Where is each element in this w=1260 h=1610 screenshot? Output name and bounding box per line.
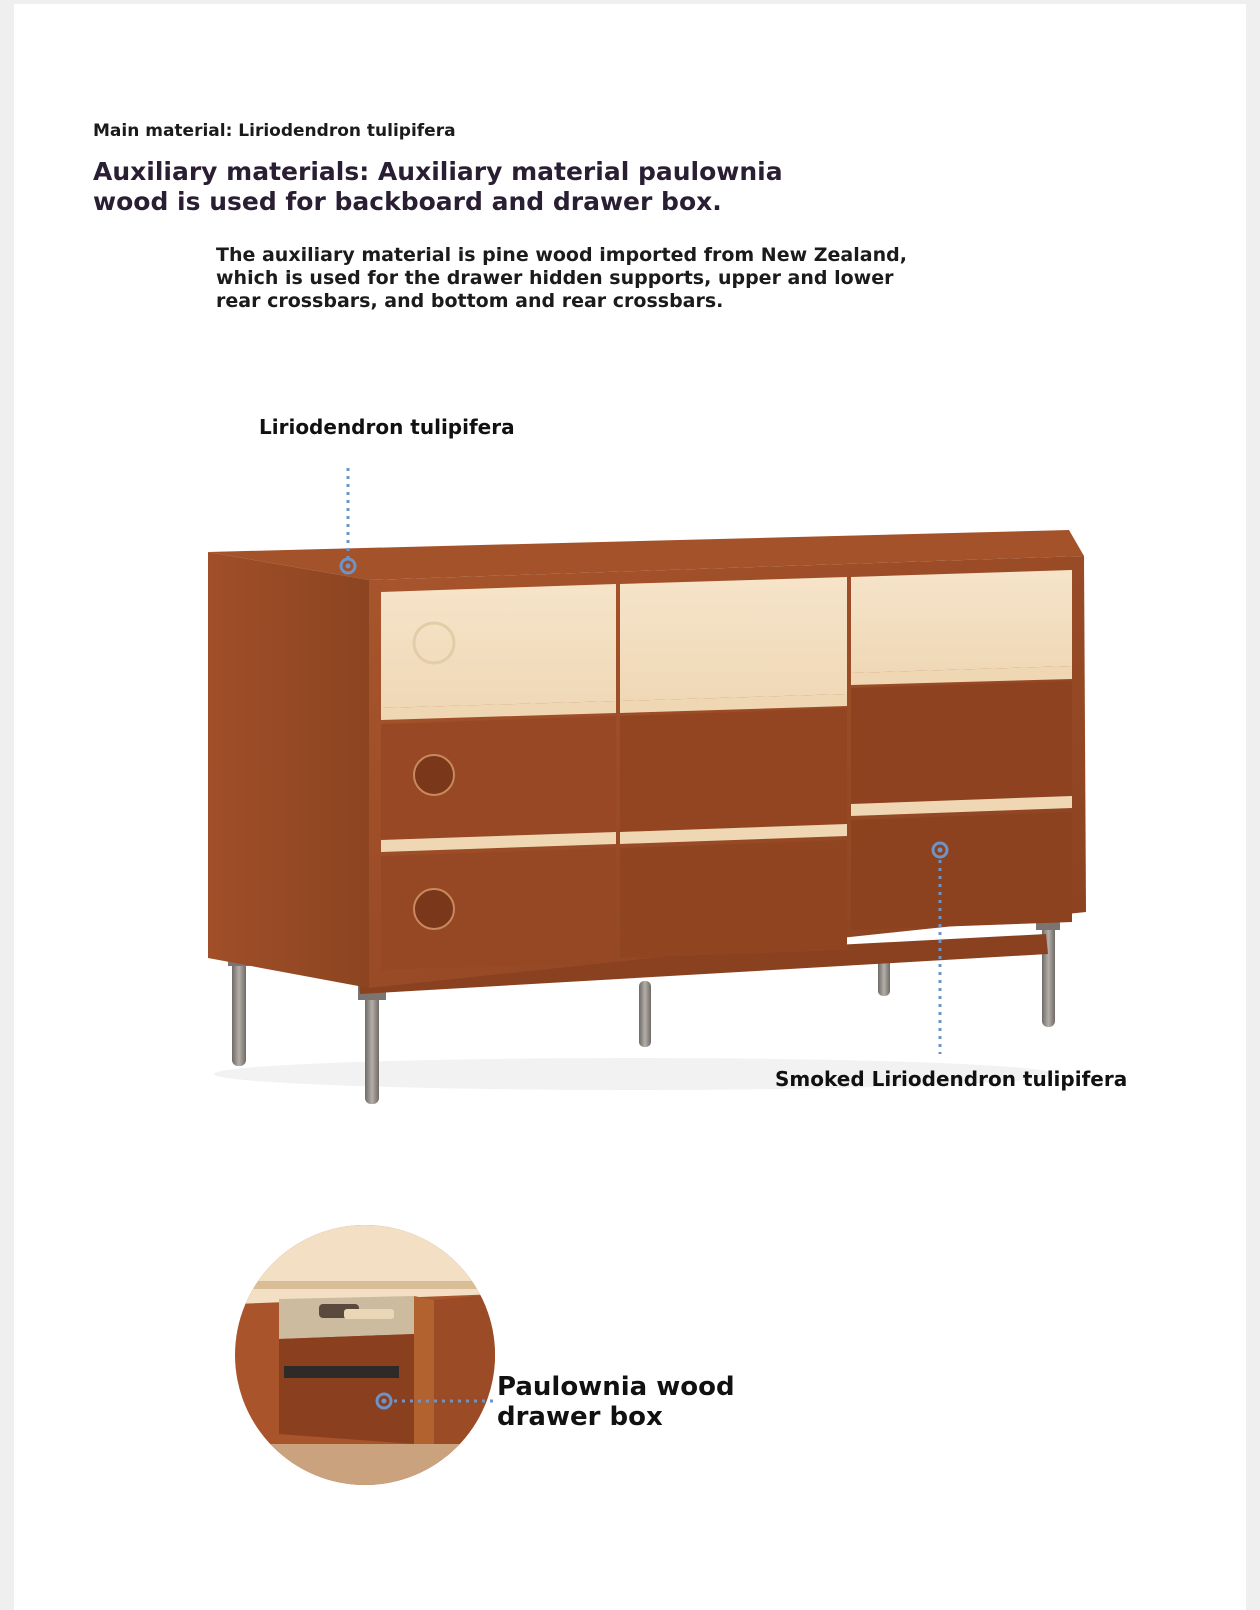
label-smoked-liriodendron: Smoked Liriodendron tulipifera [775,1067,1128,1091]
drawer-detail-circle [234,1224,499,1486]
label-paulownia-drawer-box: Paulownia wood drawer box [497,1372,735,1432]
auxiliary-materials-heading: Auxiliary materials: Auxiliary material paulownia wood is used for backboard and drawer box. [93,157,783,216]
label-liriodendron: Liriodendron tulipifera [259,415,515,439]
product-page [14,4,1246,1610]
main-material-text: Main material: Liriodendron tulipifera [93,121,456,141]
dresser-side [208,552,369,988]
dresser-illustration [14,4,1246,1610]
pine-wood-note: The auxiliary material is pine wood imported from New Zealand, which is used for the drawer hidden supports, upper and lower rear crossbars, and bottom and rear crossbars. [216,244,907,312]
